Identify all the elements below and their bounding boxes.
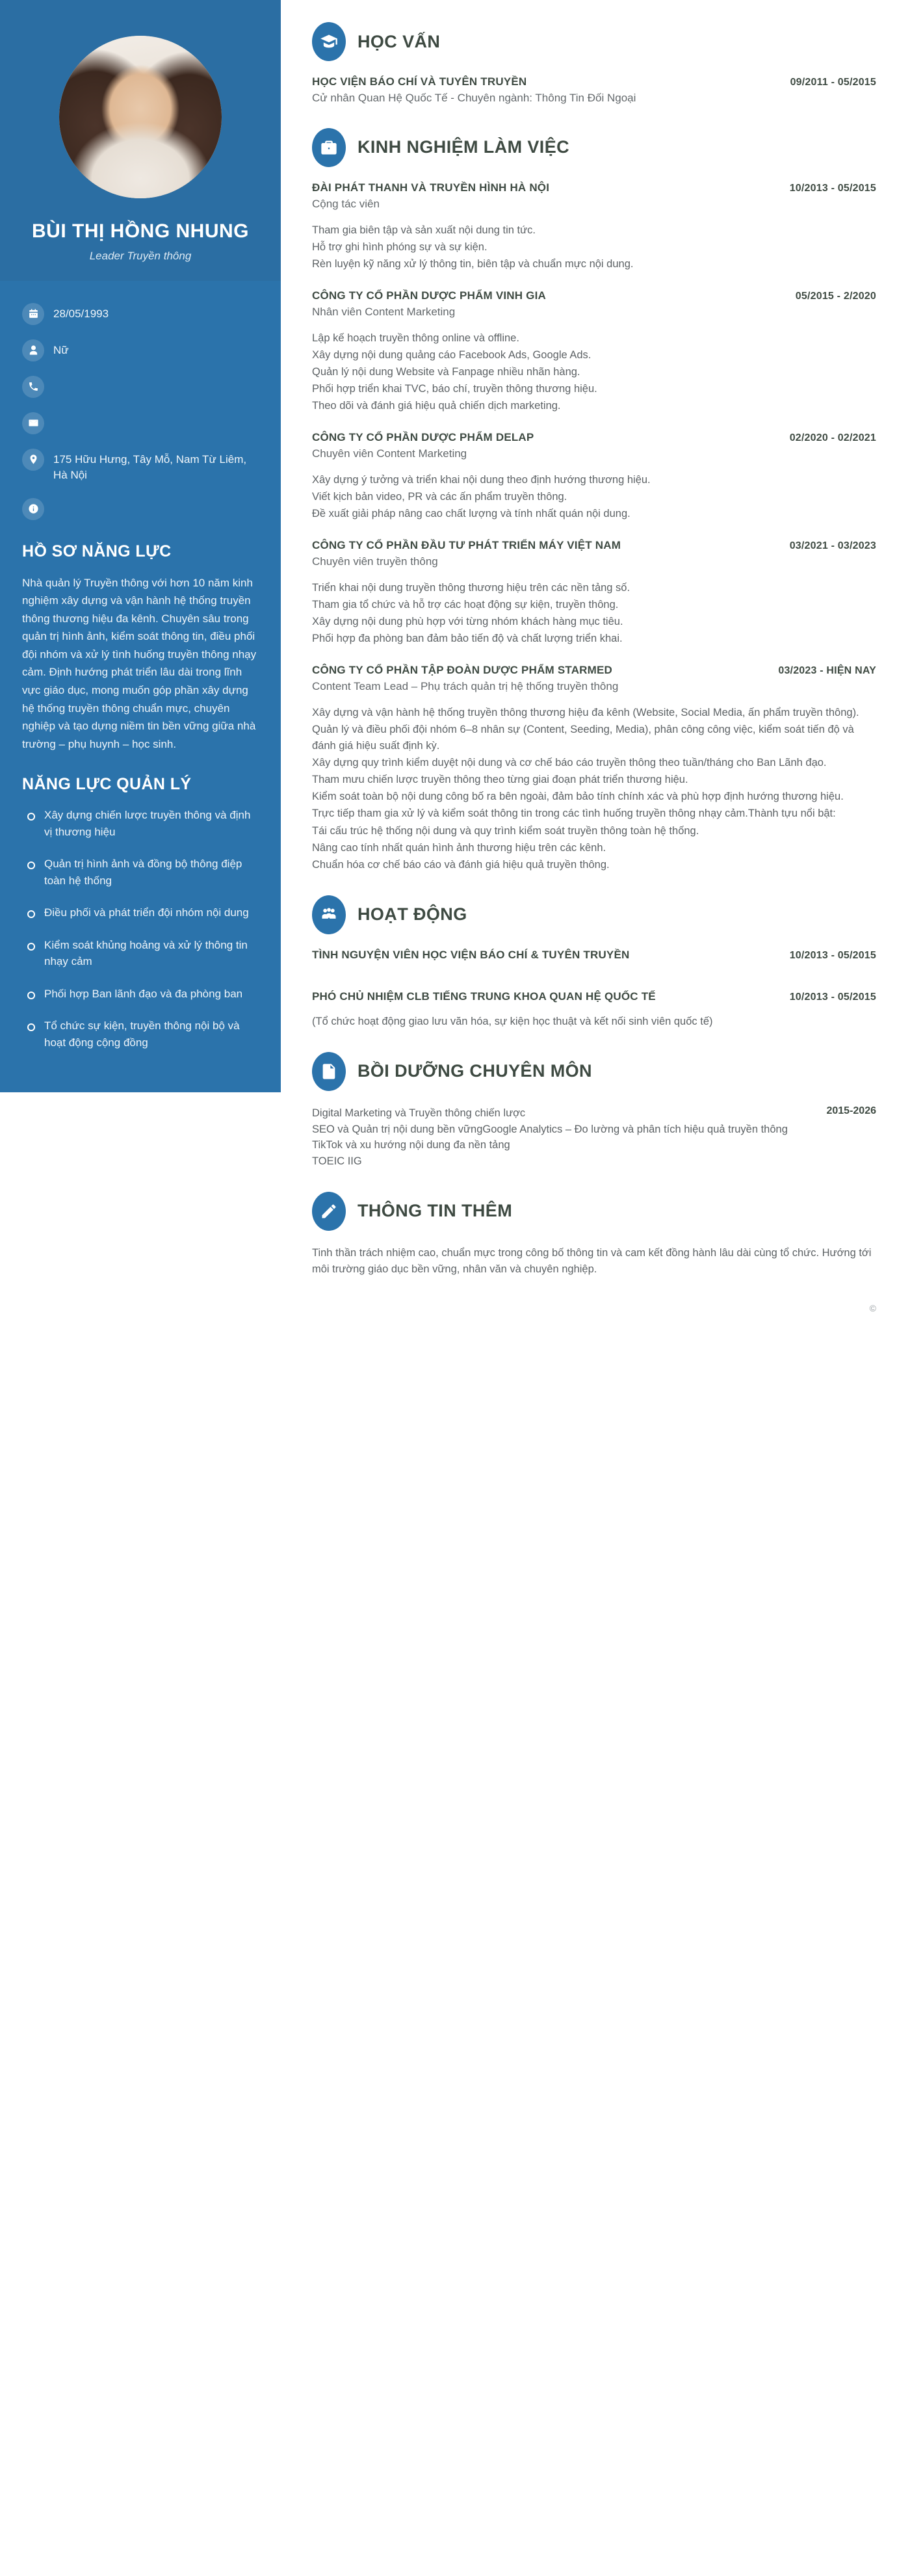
experience-entry: [312, 431, 876, 522]
sidebar-header: [0, 0, 281, 281]
contact-birthday-value: 28/05/1993: [53, 307, 109, 320]
entry-bullet: Tham gia tổ chức và hỗ trợ các hoạt động sự kiện, truyền thông.: [312, 598, 619, 611]
entry-bullet: Xây dựng quy trình kiểm duyệt nội dung và cơ chế báo cáo truyền thông theo tuần/tháng cho Ban Lãnh đạo.: [312, 757, 827, 769]
entry-date: 10/2013 - 05/2015: [789, 949, 876, 961]
envelope-icon: [22, 412, 44, 434]
avatar-photo: [59, 36, 222, 198]
entry-bullet: Hỗ trợ ghi hình phóng sự và sự kiện.: [312, 241, 488, 253]
experience-entry: [312, 539, 876, 647]
entry-bullet: (Tổ chức hoạt động giao lưu văn hóa, sự kiện học thuật và kết nối sinh viên quốc tế): [312, 1015, 713, 1027]
contact-address: [22, 449, 260, 484]
entry-date: 10/2013 - 05/2015: [789, 182, 876, 194]
person-icon: [22, 339, 44, 361]
education-entry: [312, 75, 876, 106]
entry-bullet: Theo dõi và đánh giá hiệu quả chiến dịch marketing.: [312, 399, 561, 412]
entry-subtitle: Chuyên viên truyền thông: [312, 555, 438, 568]
skills-list: [22, 807, 260, 1051]
contact-address-value: 175 Hữu Hưng, Tây Mỗ, Nam Từ Liêm, Hà Nội: [53, 453, 247, 482]
entry-organization: CÔNG TY CỔ PHẦN ĐẦU TƯ PHÁT TRIỂN MÁY VIỆT NAM: [312, 539, 621, 552]
briefcase-icon: [312, 128, 346, 167]
sidebar: [0, 0, 281, 1092]
list-item: Kiểm soát khủng hoảng và xử lý thông tin nhạy cảm: [22, 937, 260, 970]
entry-bullet: Tham mưu chiến lược truyền thông theo từng giai đoạn phát triển thương hiệu.: [312, 774, 688, 786]
profile-summary: Nhà quản lý Truyền thông với hơn 10 năm kinh nghiệm xây dựng và vận hành hệ thống truyền thông thương hiệu đa kênh. Chuyên sâu trong quản trị hình ảnh, kiểm soát thông tin, điều phối đội nhóm và xử lý tình huống truyền thông nhạy cảm. Định hướng phát triển lâu dài trong lĩnh vực giáo dục, mong muốn góp phần xây dựng hệ thống truyền thông chuẩn mực, chuyên nghiệp và tạo dựng niềm tin bền vững giữa nhà trường – phụ huynh – học sinh.: [22, 576, 257, 750]
contact-gender: [22, 339, 260, 361]
entry-bullet: Tham gia biên tập và sản xuất nội dung tin tức.: [312, 224, 536, 236]
list-item: Quản trị hình ảnh và đồng bộ thông điệp toàn hệ thống: [22, 856, 260, 889]
contact-phone[interactable]: [22, 376, 260, 398]
entry-bullets: [312, 1014, 876, 1030]
experience-entry: [312, 181, 876, 272]
certificate-icon: [312, 1052, 346, 1091]
entry-organization: TÌNH NGUYỆN VIÊN HỌC VIỆN BÁO CHÍ & TUYÊN TRUYỀN: [312, 948, 630, 961]
contact-birthday: [22, 303, 260, 325]
entry-header: [312, 431, 876, 444]
entry-bullet: Chuẩn hóa cơ chế báo cáo và đánh giá hiệu quả truyền thông.: [312, 858, 610, 871]
entry-subtitle: Content Team Lead – Phụ trách quản trị hệ thống truyền thông: [312, 680, 619, 693]
entry-organization: CÔNG TY CỔ PHẦN DƯỢC PHẨM DELAP: [312, 431, 534, 444]
list-item: Phối hợp Ban lãnh đạo và đa phòng ban: [22, 986, 260, 1003]
entry-organization: HỌC VIỆN BÁO CHÍ VÀ TUYÊN TRUYỀN: [312, 75, 527, 88]
phone-icon: [22, 376, 44, 398]
section-header-experience: [312, 128, 876, 167]
section-title-experience: KINH NGHIỆM LÀM VIỆC: [358, 137, 570, 157]
entry-bullet: Viết kịch bản video, PR và các ấn phẩm truyền thông.: [312, 490, 567, 503]
entry-subtitle: Chuyên viên Content Marketing: [312, 447, 467, 460]
sidebar-body: [0, 281, 281, 1051]
entry-bullet: Quản lý nội dung Website và Fanpage nhiều nhãn hàng.: [312, 365, 580, 378]
entry-date: 09/2011 - 05/2015: [790, 77, 876, 88]
entry-date: 03/2023 - HIỆN NAY: [778, 665, 876, 677]
skills-heading: NĂNG LỰC QUẢN LÝ: [22, 775, 192, 794]
contact-email[interactable]: [22, 412, 260, 434]
entry-header: [312, 539, 876, 552]
entry-header: [312, 289, 876, 302]
entry-bullet: Xây dựng ý tưởng và triển khai nội dung theo định hướng thương hiệu.: [312, 473, 651, 486]
entry-bullets: [312, 705, 876, 873]
activity-entry: [312, 990, 876, 1030]
entry-bullets: [312, 580, 876, 647]
contact-extra: [22, 498, 260, 520]
entry-bullet: Lập kế hoạch truyền thông online và offline.: [312, 332, 519, 344]
copyright: ©: [869, 1303, 876, 1314]
main-content: [281, 0, 910, 1352]
entry-header: [312, 990, 876, 1003]
entry-bullets: [312, 222, 876, 272]
entry-header: [312, 949, 876, 962]
activity-entry: [312, 949, 876, 962]
section-title-education: HỌC VẤN: [358, 31, 441, 51]
section-title-training: BỒI DƯỠNG CHUYÊN MÔN: [358, 1061, 592, 1081]
section-title-activities: HOẠT ĐỘNG: [358, 904, 467, 925]
info-icon: [22, 498, 44, 520]
entry-date: 02/2020 - 02/2021: [789, 432, 876, 444]
section-header-activities: [312, 895, 876, 934]
contact-gender-value: Nữ: [53, 343, 69, 356]
experience-entry: [312, 289, 876, 414]
training-block: [312, 1105, 876, 1170]
additional-text: Tinh thần trách nhiệm cao, chuẩn mực trong công bố thông tin và cam kết đồng hành lâu dài cùng tổ chức. Hướng tới môi trường giáo dục bền vững, nhân văn và chuyên nghiệp.: [312, 1246, 872, 1275]
entry-date: 03/2021 - 03/2023: [789, 540, 876, 552]
location-pin-icon: [22, 449, 44, 471]
entry-bullet: Phối hợp đa phòng ban đảm bảo tiến độ và chất lượng triển khai.: [312, 633, 623, 645]
list-item: Xây dựng chiến lược truyền thông và định vị thương hiệu: [22, 807, 260, 840]
people-group-icon: [312, 895, 346, 934]
entry-subtitle: Cử nhân Quan Hệ Quốc Tế - Chuyên ngành: Thông Tin Đối Ngoại: [312, 92, 636, 104]
entry-organization: ĐÀI PHÁT THANH VÀ TRUYỀN HÌNH HÀ NỘI: [312, 181, 550, 194]
entry-header: [312, 664, 876, 677]
job-role: Leader Truyền thông: [89, 249, 192, 262]
training-date: 2015-2026: [826, 1105, 876, 1116]
entry-bullet: Rèn luyện kỹ năng xử lý thông tin, biên tập và chuẩn mực nội dung.: [312, 257, 634, 270]
entry-organization: PHÓ CHỦ NHIỆM CLB TIẾNG TRUNG KHOA QUAN HỆ QUỐC TẾ: [312, 990, 656, 1003]
page-title: BÙI THỊ HỒNG NHUNG: [32, 220, 249, 242]
entry-organization: CÔNG TY CỔ PHẦN DƯỢC PHẨM VINH GIA: [312, 289, 546, 302]
avatar: [59, 36, 222, 198]
entry-subtitle: Cộng tác viên: [312, 197, 380, 210]
calendar-icon: [22, 303, 44, 325]
training-item: TikTok và xu hướng nội dung đa nền tảng: [312, 1139, 510, 1151]
list-item: Điều phối và phát triển đội nhóm nội dung: [22, 904, 260, 921]
entry-header: [312, 181, 876, 194]
experience-entry: [312, 664, 876, 873]
entry-header: [312, 75, 876, 88]
entry-date: 10/2013 - 05/2015: [789, 991, 876, 1003]
section-title-additional: THÔNG TIN THÊM: [358, 1201, 513, 1221]
entry-bullet: Kiểm soát toàn bộ nội dung công bố ra bên ngoài, đảm bảo tính chính xác và phù hợp định hướng thương hiệu.: [312, 791, 844, 803]
training-item: TOEIC IIG: [312, 1155, 362, 1168]
pencil-icon: [312, 1192, 346, 1231]
entry-bullets: [312, 330, 876, 414]
training-item: Digital Marketing và Truyền thông chiến lược: [312, 1107, 526, 1119]
entry-bullet: Quản lý và điều phối đội nhóm 6–8 nhân sự (Content, Seeding, Media), phân công công việc, kiểm soát tiến độ và đánh giá hiệu suất định kỳ.: [312, 724, 854, 752]
training-item: SEO và Quản trị nội dung bền vữngGoogle Analytics – Đo lường và phân tích hiệu quả truyền thông: [312, 1123, 788, 1135]
entry-bullet: Tái cấu trúc hệ thống nội dung và quy trình kiểm soát truyền thông toàn hệ thống.: [312, 824, 699, 837]
entry-bullet: Phối hợp triển khai TVC, báo chí, truyền thông thương hiệu.: [312, 382, 597, 395]
entry-date: 05/2015 - 2/2020: [795, 290, 876, 302]
entry-bullet: Trực tiếp tham gia xử lý và kiểm soát thông tin trong các tình huống truyền thông nhạy cảm.Thành tựu nổi bật:: [312, 808, 836, 820]
entry-bullet: Đề xuất giải pháp nâng cao chất lượng và tính nhất quán nội dung.: [312, 507, 630, 519]
section-header-education: [312, 22, 876, 61]
entry-organization: CÔNG TY CỔ PHẦN TẬP ĐOÀN DƯỢC PHẨM STARMED: [312, 664, 613, 677]
entry-bullet: Triển khai nội dung truyền thông thương hiệu trên các nền tảng số.: [312, 581, 630, 594]
entry-bullet: Xây dựng và vận hành hệ thống truyền thông thương hiệu đa kênh (Website, Social Media, ấn phẩm truyền thông).: [312, 706, 859, 718]
entry-bullet: Xây dựng nội dung quảng cáo Facebook Ads, Google Ads.: [312, 348, 592, 361]
list-item: Tổ chức sự kiện, truyền thông nội bộ và hoạt động cộng đồng: [22, 1018, 260, 1051]
graduation-cap-icon: [312, 22, 346, 61]
entry-bullets: [312, 472, 876, 522]
entry-bullet: Xây dựng nội dung phù hợp với từng nhóm khách hàng mục tiêu.: [312, 616, 623, 627]
entry-subtitle: Nhân viên Content Marketing: [312, 305, 456, 318]
section-header-training: [312, 1052, 876, 1091]
additional-block: [312, 1245, 876, 1278]
section-header-additional: [312, 1192, 876, 1231]
training-lines: [312, 1105, 788, 1170]
entry-bullet: Nâng cao tính nhất quán hình ảnh thương hiệu trên các kênh.: [312, 841, 606, 854]
profile-heading: HỒ SƠ NĂNG LỰC: [22, 542, 172, 560]
